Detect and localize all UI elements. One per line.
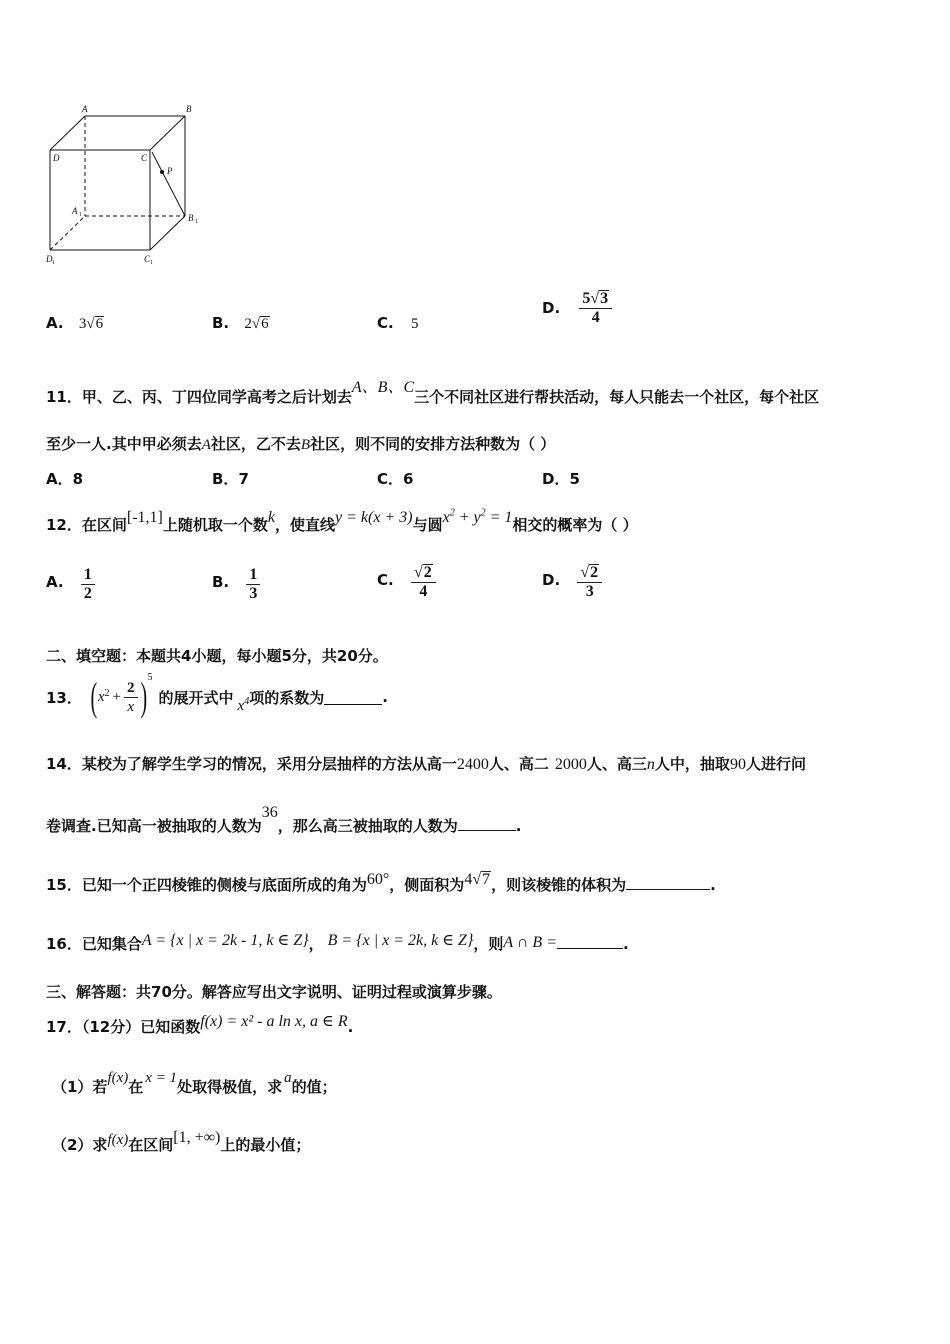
q16-expression: A ∩ B =	[503, 934, 557, 951]
option-value: 5	[569, 470, 580, 488]
q13-x4: $x^4$	[237, 695, 250, 714]
option-fraction: $\frac{√2}{4}$	[411, 564, 436, 601]
q17-text: 的值；	[291, 1078, 337, 1096]
q14-text: ，那么高三被抽取的人数为	[277, 817, 458, 835]
q14-text: 人、高二	[488, 755, 549, 773]
q15-lateral-area: 4√7	[464, 871, 491, 888]
q13: 13． ( x $^2$ + $\frac{2}{x}$ ) 5 的展开式中 $x^4$ 项的系数为 .	[46, 672, 388, 719]
option-fraction	[81, 566, 95, 603]
option-letter: A.	[46, 314, 64, 332]
label-A: A	[82, 104, 88, 114]
section-2-heading: 二、填空题：本题共4小题，每小题5分，共20分。	[46, 647, 388, 665]
label-D1: D	[46, 254, 53, 264]
q11-text: 社区，则不同的安排方法种数为（ ）	[310, 435, 556, 453]
q15-angle: 60°	[366, 871, 390, 888]
q14-text: 人中，抽取	[654, 755, 730, 773]
q14-line-1	[46, 753, 806, 774]
q17-text: 17．（12分）已知函数	[46, 1018, 201, 1036]
q14-answer-blank[interactable]	[458, 816, 516, 831]
section-3-heading: 三、解答题：共70分。解答应写出文字说明、证明过程或演算步骤。	[46, 983, 502, 1001]
cube-figure	[40, 100, 210, 270]
option-fraction: $\frac{√2}{3}$	[577, 564, 602, 601]
option-letter: A.	[46, 573, 64, 591]
q12-interval: [-1,1]	[126, 509, 163, 526]
q15-text: ，则该棱锥的体积为	[491, 876, 627, 894]
q10-option-c[interactable]	[377, 314, 418, 333]
q13-end: .	[382, 688, 388, 706]
q15-end: .	[710, 876, 716, 894]
frac-num: 1	[81, 566, 95, 585]
q17-part-2	[52, 1129, 311, 1155]
option-coef: 2	[244, 316, 252, 332]
q16-text: 16．已知集合	[46, 935, 142, 953]
q17-text: 在	[128, 1078, 144, 1096]
option-letter: B．	[212, 470, 239, 488]
q13-x: x	[97, 688, 105, 705]
q16	[46, 933, 629, 954]
option-fraction	[246, 566, 260, 603]
q14-end: .	[515, 817, 522, 835]
label-B1: B	[188, 213, 194, 223]
q14-text: 卷调查.已知高一被抽取的人数为	[46, 817, 262, 835]
option-letter: C.	[377, 314, 394, 332]
subscript: 1	[195, 219, 198, 225]
option-value: 7	[238, 470, 249, 488]
q17-end: .	[347, 1018, 354, 1036]
q12-option-d[interactable]	[542, 564, 602, 601]
label-C1: C	[144, 254, 151, 264]
q10-option-a[interactable]: A. 3√6	[46, 314, 104, 332]
q12-line-equation: y = k(x + 3)	[335, 509, 413, 526]
q14-grade1-sampled: 36	[261, 804, 278, 821]
q13-number: 13．	[46, 688, 82, 707]
q14-grade3-count: n	[646, 756, 655, 773]
q13-exponent: 5	[147, 672, 153, 683]
frac-num-radicand: 3	[600, 290, 609, 307]
label-P: P	[167, 166, 173, 176]
option-value: 5	[410, 316, 419, 332]
q12-text: 相交的概率为（ ）	[512, 516, 638, 534]
q13-plus: +	[112, 688, 122, 705]
q11-community-a: A	[201, 437, 211, 453]
q14-text: 人、高三	[586, 755, 647, 773]
option-letter: D.	[542, 299, 561, 317]
q11-line-2	[46, 433, 555, 454]
q12-stem	[46, 507, 638, 535]
option-letter: B.	[212, 314, 230, 332]
option-radicand: 6	[95, 316, 104, 332]
q17-text: （1）若	[52, 1078, 108, 1096]
frac-den: 3	[585, 583, 594, 600]
q15-text: 15．已知一个正四棱锥的侧棱与底面所成的角为	[46, 876, 367, 894]
option-value: 6	[403, 470, 414, 488]
frac-den: 4	[419, 583, 428, 600]
option-letter: C．	[377, 470, 404, 488]
option-letter: B.	[212, 573, 230, 591]
option-letter: C.	[377, 571, 394, 589]
subscript: 1	[52, 260, 55, 266]
q17-text: 上的最小值；	[220, 1136, 311, 1154]
option-letter: A．	[46, 470, 73, 488]
option-radicand: 6	[261, 316, 269, 332]
q15-radicand: 7	[482, 871, 491, 888]
q16-set-a: A = {x | x = 2k - 1, k ∈ Z}	[141, 932, 309, 949]
label-C: C	[141, 153, 148, 163]
q16-set-b: B = {x | x = 2k, k ∈ Z}	[327, 932, 474, 949]
circle-rest: = 1	[489, 509, 513, 526]
q16-text: ，则	[473, 935, 504, 953]
frac-num-coef: 5	[582, 290, 591, 307]
q13-text: 项的系数为	[249, 688, 325, 707]
q11-text: 至少一人.其中甲必须去	[46, 435, 202, 453]
q12-circle-equation: $x^2 + y^2 = 1$	[442, 507, 513, 526]
q13-x4-base: x	[237, 697, 245, 714]
q11-communities: A、B、C	[351, 379, 415, 396]
frac-num-radicand: 2	[423, 564, 432, 581]
q12-option-a[interactable]	[46, 566, 95, 603]
q11-text: 社区，乙不去	[210, 435, 301, 453]
q17-text: 在区间	[128, 1136, 174, 1154]
option-coef: 3	[78, 316, 87, 332]
frac-den: 2	[83, 585, 92, 602]
q11-option-d[interactable]	[542, 468, 580, 489]
frac-num: 1	[246, 566, 260, 585]
option-letter: D.	[542, 571, 561, 589]
frac-den: 4	[591, 309, 600, 326]
q17-a: a	[284, 1070, 292, 1086]
frac-num-radicand: 2	[590, 564, 599, 581]
q14-text: 14．某校为了解学生学习的情况，采用分层抽样的方法从高一	[46, 755, 457, 773]
option-fraction: $\frac{5√3}{4}$	[579, 290, 612, 327]
q14-line-2	[46, 804, 522, 836]
q16-answer-blank[interactable]	[557, 934, 623, 949]
q12-text: 与圆	[412, 516, 443, 534]
q12-option-c[interactable]	[377, 564, 436, 601]
q13-answer-blank[interactable]	[324, 690, 382, 705]
q12-text: 12．在区间	[46, 516, 127, 534]
q11-text: 11．甲、乙、丙、丁四位同学高考之后计划去	[46, 388, 352, 406]
q12-option-b[interactable]	[212, 566, 260, 603]
label-A1: A	[72, 206, 78, 216]
q16-comma: ，	[308, 935, 324, 953]
q14-text: 人进行问	[745, 755, 806, 773]
q11-text: 三个不同社区进行帮扶活动，每人只能去一个社区，每个社区	[414, 388, 820, 406]
q17-stem	[46, 1013, 354, 1037]
q15-answer-blank[interactable]	[626, 875, 710, 890]
q17-x-value: x = 1	[145, 1070, 178, 1086]
q17-text: （2）求	[52, 1136, 108, 1154]
frac-den: 3	[249, 585, 258, 602]
label-B: B	[186, 104, 192, 114]
circle-x: x	[442, 509, 450, 526]
q17-text: 处取得极值，求	[177, 1078, 283, 1096]
q10-option-d[interactable]	[542, 290, 612, 327]
q12-text: 上随机取一个数	[162, 516, 268, 534]
q11-line-1	[46, 379, 820, 407]
q11-option-a[interactable]	[46, 468, 83, 489]
q15	[46, 871, 716, 895]
q15-coef: 4	[464, 871, 473, 888]
q11-community-b: B	[300, 437, 311, 453]
option-letter: D．	[542, 470, 570, 488]
q14-sample-size: 90	[729, 756, 746, 773]
q11-option-b[interactable]	[212, 468, 249, 489]
q17-part-1	[52, 1070, 337, 1097]
q14-grade2-count: 2000	[554, 756, 587, 773]
q10-option-b[interactable]: B. 2√6	[212, 314, 269, 332]
q17-interval: [1, +∞)	[173, 1129, 221, 1146]
q17-f: f(x)	[107, 1132, 129, 1148]
subscript: 1	[79, 212, 82, 218]
frac-num: 2	[124, 679, 138, 698]
option-value: 8	[72, 470, 84, 488]
q17-f: f(x)	[107, 1070, 129, 1086]
subscript: 1	[150, 260, 153, 266]
q12-k: k	[267, 509, 275, 526]
q14-grade1-count: 2400	[456, 756, 489, 773]
q17-function: f(x) = x² - a ln x, a ∈ R	[200, 1013, 348, 1030]
q13-fraction	[124, 679, 138, 716]
q12-text: ，使直线	[274, 516, 335, 534]
q13-text: 的展开式中	[158, 688, 234, 707]
q11-option-c[interactable]	[377, 468, 413, 489]
frac-den: x	[127, 698, 135, 715]
q15-text: ，侧面积为	[389, 876, 465, 894]
q16-end: .	[622, 935, 629, 953]
circle-y: y	[473, 509, 481, 526]
label-D: D	[53, 153, 60, 163]
